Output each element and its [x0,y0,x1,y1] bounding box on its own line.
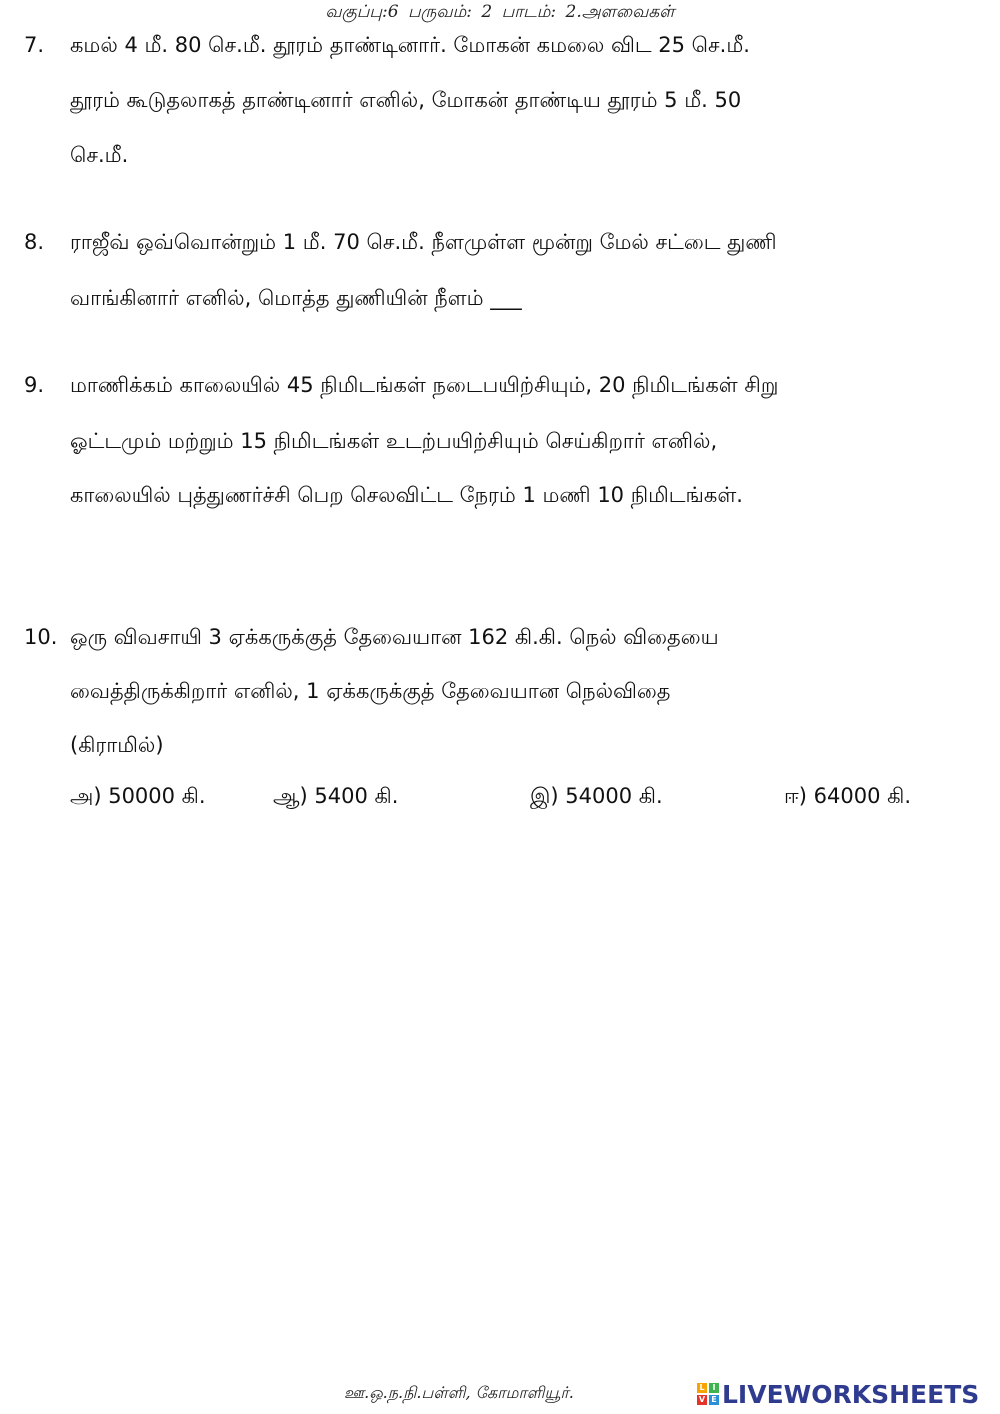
question-line: வாங்கினார் எனில், மொத்த துணியின் நீளம் ___ [70,286,522,310]
logo-mark-cell: E [709,1395,719,1405]
question-line: தூரம் கூடுதலாகத் தாண்டினார் எனில், மோகன் தாண்டிய தூரம் 5 மீ. 50 [70,88,742,112]
logo-mark-cell: V [698,1395,706,1404]
option-d[interactable]: ஈ) 64000 கி. [784,784,912,808]
answer-options [70,784,970,816]
question-number: 9. [24,373,45,397]
logo-mark-cell: I [709,1383,719,1393]
question-number: 10. [24,625,58,649]
question-line: (கிராமில்) [70,733,164,757]
question-line: ஓட்டமும் மற்றும் 15 நிமிடங்கள் உடற்பயிற்சியும் செய்கிறார் எனில், [70,429,718,453]
question-line: காலையில் புத்துணர்ச்சி பெற செலவிட்ட நேரம் 1 மணி 10 நிமிடங்கள். [70,483,743,507]
logo-text: LIVEWORKSHEETS [722,1379,980,1409]
logo-mark-cell: L [697,1383,707,1393]
option-c[interactable]: இ) 54000 கி. [530,784,663,808]
question-number: 8. [24,230,45,254]
question-line: ஒரு விவசாயி 3 ஏக்கருக்குத் தேவையான 162 கி.கி. நெல் விதையை [70,625,719,649]
option-a[interactable]: அ) 50000 கி. [70,784,206,808]
worksheet-header: வகுப்பு:6 பருவம்: 2 பாடம்: 2.அளவைகள் [325,2,675,22]
option-b[interactable]: ஆ) 5400 கி. [273,784,399,808]
school-name: ஊ.ஒ.ந.நி.பள்ளி, கோமாளியூர். [344,1383,574,1402]
question-line: செ.மீ. [70,143,129,167]
liveworksheets-logo[interactable] [697,1378,979,1410]
liveworksheets-logo-icon [697,1383,719,1405]
question-line: மாணிக்கம் காலையில் 45 நிமிடங்கள் நடைபயிற்சியும், 20 நிமிடங்கள் சிறு [70,373,779,397]
question-number: 7. [24,33,45,57]
question-line: ராஜீவ் ஒவ்வொன்றும் 1 மீ. 70 செ.மீ. நீளமுள்ள மூன்று மேல் சட்டை துணி [70,230,777,254]
question-line: வைத்திருக்கிறார் எனில், 1 ஏக்கருக்குத் தேவையான நெல்விதை [70,679,671,703]
question-line: கமல் 4 மீ. 80 செ.மீ. தூரம் தாண்டினார். மோகன் கமலை விட 25 செ.மீ. [70,33,750,57]
